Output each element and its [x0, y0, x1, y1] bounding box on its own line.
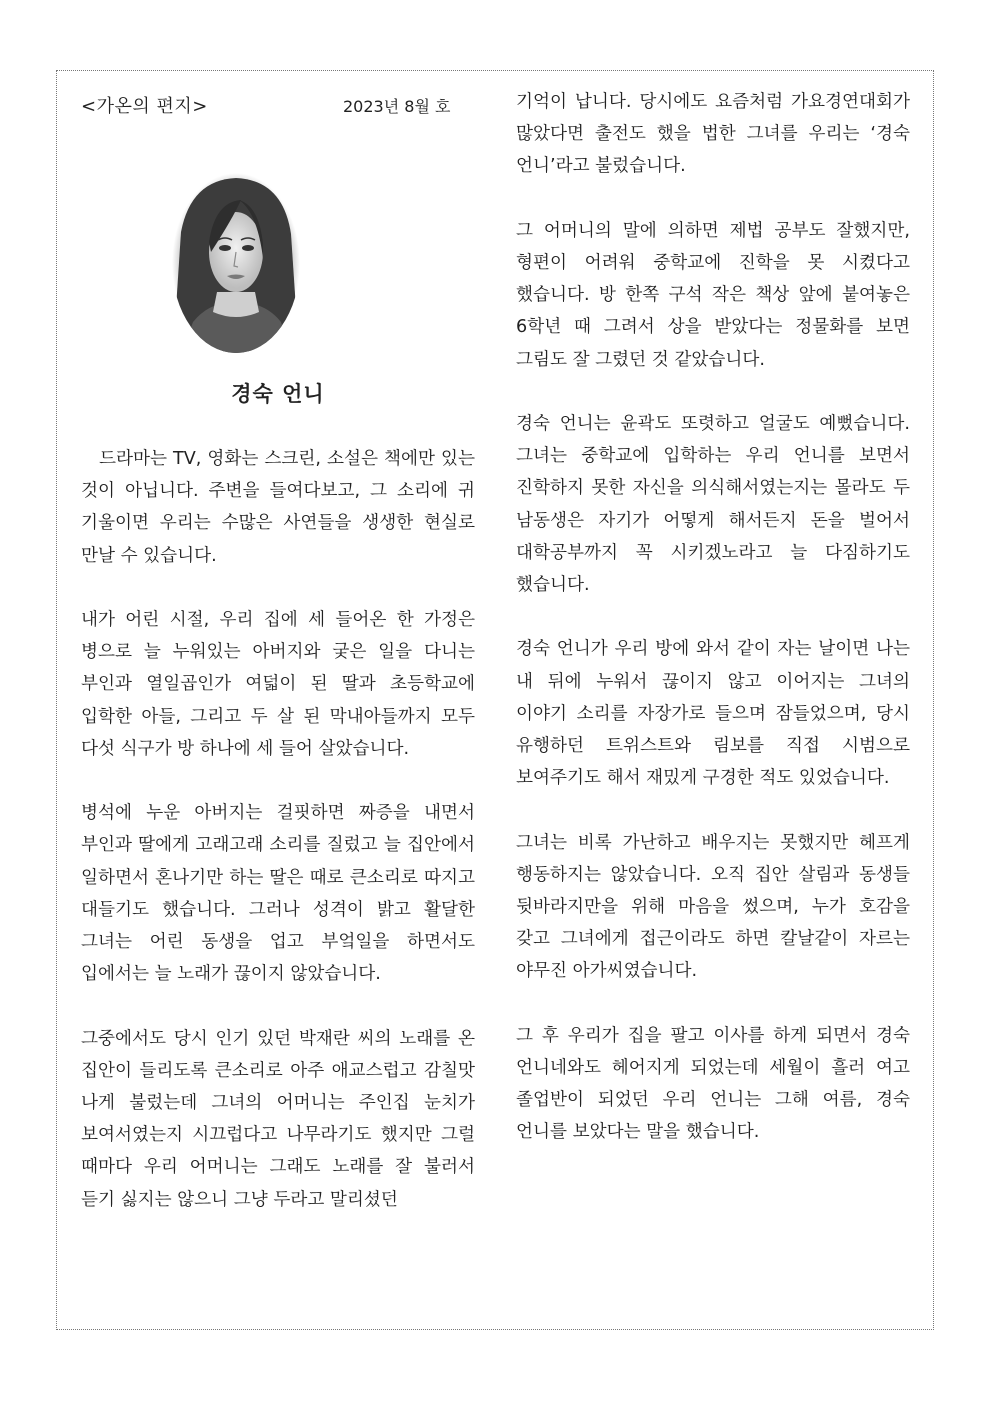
- paragraph: 내가 어린 시절, 우리 집에 세 들어온 한 가정은 병으로 늘 누워있는 아버지와 궂은 일을 다니는 부인과 열일곱인가 여덟이 된 딸과 초등학교에 입학한 아들, 그리고 두 살 된 막내아들까지 모두 다섯 식구가 방 하나에 세 들어 살았습니다.: [81, 610, 475, 759]
- portrait-illustration: [171, 172, 301, 354]
- article-title: 경숙 언니: [231, 382, 325, 406]
- series-title: <가온의 편지>: [81, 96, 208, 117]
- paragraph: 병석에 누운 아버지는 걸핏하면 짜증을 내면서 부인과 딸에게 고래고래 소리를 질렀고 늘 집안에서 일하면서 혼나기만 하는 딸은 때로 큰소리로 따지고 대들기도 했습니다. 그러나 성격이 밝고 활달한 그녀는 어린 동생을 업고 부엌일을 하면서도 입에서는 늘 노래가 끊이지 않았습니다.: [81, 803, 475, 985]
- paragraph: 기억이 납니다. 당시에도 요즘처럼 가요경연대회가 많았다면 출전도 했을 법한 그녀를 우리는 ‘경숙 언니’라고 불렀습니다.: [516, 92, 910, 177]
- paragraph: 경숙 언니가 우리 방에 와서 같이 자는 날이면 나는 내 뒤에 누워서 끊이지 않고 이어지는 그녀의 이야기 소리를 자장가로 들으며 잠들었으며, 당시 유행하던 트위스트와 림보를 직접 시범으로 보여주기도 해서 재밌게 구경한 적도 있었습니다.: [516, 639, 910, 789]
- left-column-header: [81, 92, 475, 122]
- right-column-body: [516, 86, 910, 1149]
- paragraph: 그 어머니의 말에 의하면 제법 공부도 잘했지만, 형편이 어려워 중학교에 진학을 못 시켰다고 했습니다. 방 한쪽 구석 작은 책상 앞에 붙여놓은 6학년 때 그려서 상을 받았다는 정물화를 보면 그림도 잘 그렸던 것 같았습니다.: [516, 220, 910, 370]
- paragraph: 그녀는 비록 가난하고 배우지는 못했지만 헤프게 행동하지는 않았습니다. 오직 집안 살림과 동생들 뒷바라지만을 위해 마음을 썼으며, 누가 호감을 갖고 그녀에게 접근이라도 하면 칼날같이 자르는 야무진 아가씨였습니다.: [516, 832, 910, 982]
- paragraph: 그 후 우리가 집을 팔고 이사를 하게 되면서 경숙 언니네와도 헤어지게 되었는데 세월이 흘러 여고 졸업반이 되었던 우리 언니는 그해 여름, 경숙 언니를 보았다는 말을 했습니다.: [516, 1025, 910, 1143]
- paragraph: 드라마는 TV, 영화는 스크린, 소설은 책에만 있는 것이 아닙니다. 주변을 들여다보고, 그 소리에 귀 기울이면 우리는 수많은 사연들을 생생한 현실로 만날 수 있습니다.: [81, 449, 475, 566]
- paragraph: 경숙 언니는 윤곽도 또렷하고 얼굴도 예뻤습니다. 그녀는 중학교에 입학하는 우리 언니를 보면서 진학하지 못한 자신을 의식해서였는지는 몰라도 두 남동생은 자기가 어떻게 해서든지 돈을 벌어서 대학공부까지 꼭 시키겠노라고 늘 다짐하기도 했습니다.: [516, 414, 910, 596]
- issue-date: 2023년 8월 호: [343, 97, 451, 116]
- left-column-body: [81, 443, 475, 1216]
- paragraph: 그중에서도 당시 인기 있던 박재란 씨의 노래를 온 집안이 들리도록 큰소리로 아주 애교스럽고 감칠맛 나게 불렀는데 그녀의 어머니는 주인집 눈치가 보여서였는지 시끄럽다고 나무라기도 했지만 그럴 때마다 우리 어머니는 그래도 노래를 잘 불러서 듣기 싫지는 않으니 그냥 두라고 말리셨던: [81, 1028, 475, 1210]
